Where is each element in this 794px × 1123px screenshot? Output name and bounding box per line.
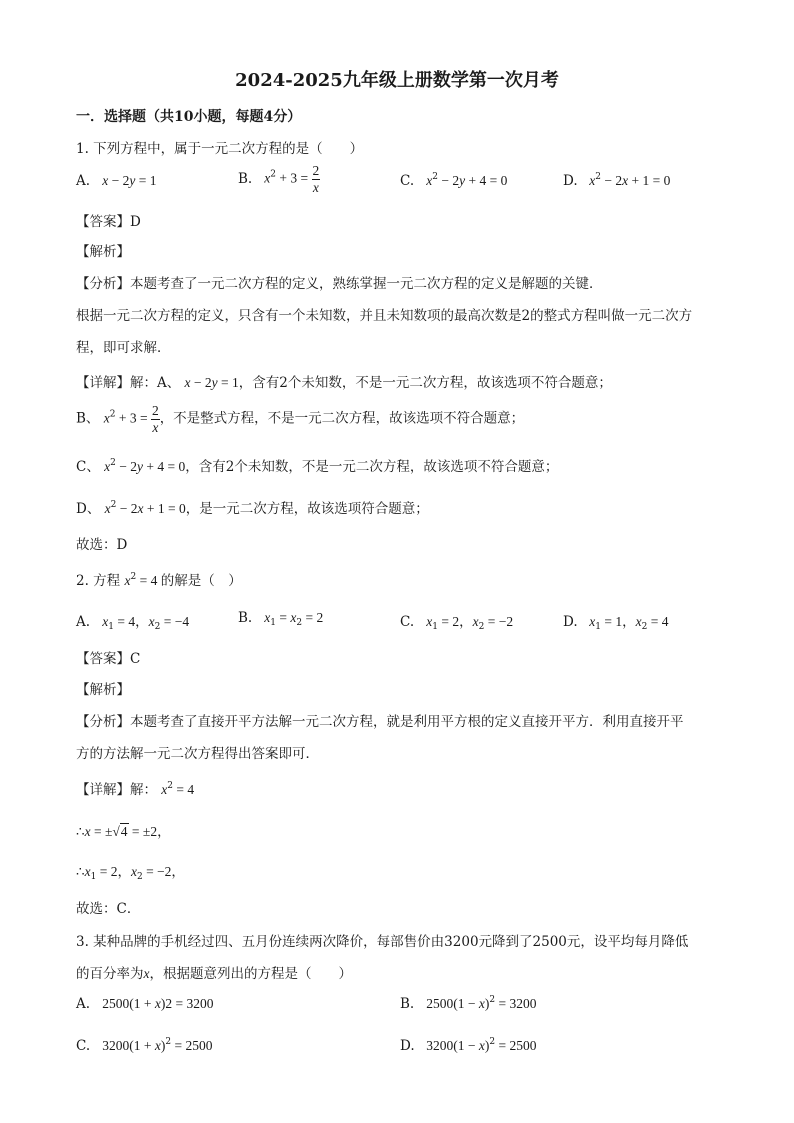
q3-option-a-label: A.: [76, 996, 91, 1012]
q1-option-a: A. x − 2y = 1: [76, 173, 157, 189]
q3-option-a: A. 2500(1 + x)2 = 3200: [76, 996, 214, 1012]
q3-stem-2-prefix: 的百分率为: [76, 966, 144, 982]
q1-option-d: D. $x^2 - 2x + 1 = 0$: [563, 172, 671, 189]
q2-detail-prefix: 【详解】解：: [76, 782, 157, 798]
q1-detail-c-tail: ，含有2个未知数，不是一元二次方程，故该选项不符合题意；: [185, 459, 559, 475]
q2-analysis-1a: 【分析】本题考查了直接开平方法解一元二次方程，就是利用平方根的定义直接开平方．利用直接开平: [76, 714, 684, 730]
q1-analysis-2a: 根据一元二次方程的定义，只含有一个未知数，并且未知数项的最高次数是2的整式方程叫做一元二次方: [76, 308, 693, 324]
q1-analysis-1: 【分析】本题考查了一元二次方程的定义，熟练掌握一元二次方程的定义是解题的关键．: [76, 276, 603, 292]
q1-detail-b: B、 $x^2 + 3$ = $\frac{2}{x}$ ，不是整式方程，不是一元二次方程，故该选项不符合题意；: [76, 403, 525, 435]
q1-answer: 【答案】D: [76, 214, 141, 230]
q2-option-a: A. $x_1 = 4$，$x_2 = -4$: [76, 614, 190, 632]
q3-stem-2: 的百分率为x，根据题意列出的方程是（ ）: [76, 966, 352, 982]
q1-detail-c-prefix: C、: [76, 459, 100, 475]
q1-detail-a-prefix: 【详解】解：A、: [76, 375, 181, 391]
section-header: 一．选择题（共10小题，每题4分）: [76, 109, 302, 125]
q2-option-d: D. $x_1 = 1$，$x_2 = 4$: [563, 614, 669, 632]
q1-detail-b-prefix: B、: [76, 410, 100, 427]
q2-choice: 故选：C．: [76, 901, 141, 917]
q3-option-d: D. $3200(1 - x)^2 = 2500$: [400, 1037, 537, 1054]
q1-option-c-label: C.: [400, 173, 415, 189]
q2-analysis-label: 【解析】: [76, 682, 130, 698]
q1-analysis-label: 【解析】: [76, 244, 130, 260]
q3-stem-2-tail: ，根据题意列出的方程是（ ）: [149, 966, 352, 982]
q2-answer: 【答案】C: [76, 651, 141, 667]
q1-choice: 故选：D: [76, 537, 128, 553]
q1-detail-b-tail: ，不是整式方程，不是一元二次方程，故该选项不符合题意；: [159, 410, 525, 427]
q1-option-c: C. $x^2 - 2y + 4 = 0$: [400, 172, 508, 189]
q2-option-b: B. $x_1 = x_2 = 2$: [238, 610, 324, 628]
q3-option-b-label: B.: [400, 996, 415, 1012]
q1-stem: 1. 下列方程中，属于一元二次方程的是（ ）: [76, 141, 364, 157]
page-title: 2024-2025九年级上册数学第一次月考: [235, 70, 559, 91]
q2-option-a-label: A.: [76, 614, 91, 630]
q2-step-2: $\therefore x_1 = 2$，$x_2 = -2$，: [76, 864, 185, 882]
q1-detail-d: D、 $x^2 - 2x + 1 = 0$，是一元二次方程，故该选项符合题意；: [76, 500, 429, 517]
q1-detail-c: C、 $x^2 - 2y + 4 = 0$，含有2个未知数，不是一元二次方程，故该选项不符合题意；: [76, 458, 559, 475]
q2-stem-prefix: 2. 方程: [76, 573, 121, 589]
q2-stem-tail: 的解是（ ）: [160, 573, 242, 589]
q2-option-c: C. $x_1 = 2$，$x_2 = -2$: [400, 614, 514, 632]
q1-detail-a: 【详解】解：A、 x − 2y = 1，含有2个未知数，不是一元二次方程，故该选项不符合题意；: [76, 375, 612, 391]
q2-option-d-label: D.: [563, 614, 578, 630]
q2-detail: 【详解】解： $x^2 = 4$: [76, 781, 195, 798]
q1-option-b-label: B.: [238, 170, 253, 187]
q3-stem-1: 3. 某种品牌的手机经过四、五月份连续两次降价，每部售价由3200元降到了2500元，设平均每月降低: [76, 934, 689, 950]
q1-option-b: B. $x^2 + 3$ = $\frac{2}{x}$: [238, 163, 320, 195]
q1-analysis-2b: 程，即可求解．: [76, 340, 171, 356]
q1-detail-a-tail: ，含有2个未知数，不是一元二次方程，故该选项不符合题意；: [238, 375, 612, 391]
q3-option-c-label: C.: [76, 1038, 91, 1054]
q2-option-c-label: C.: [400, 614, 415, 630]
q2-stem: 2. 方程 $x^2 = 4$ 的解是（ ）: [76, 572, 242, 589]
q2-analysis-1b: 方的方法解一元二次方程得出答案即可．: [76, 746, 319, 762]
q3-option-d-label: D.: [400, 1038, 415, 1054]
q1-detail-d-tail: ，是一元二次方程，故该选项符合题意；: [185, 501, 429, 517]
q2-option-b-label: B.: [238, 610, 253, 626]
q3-option-b: B. $2500(1 - x)^2 = 3200$: [400, 995, 537, 1012]
q1-detail-d-prefix: D、: [76, 501, 101, 517]
q3-option-c: C. $3200(1 + x)^2 = 2500$: [76, 1037, 213, 1054]
q1-option-a-label: A.: [76, 173, 91, 189]
q2-step-1: ∴x = ±√4 = ±2，: [76, 824, 171, 839]
q1-option-d-label: D.: [563, 173, 578, 189]
